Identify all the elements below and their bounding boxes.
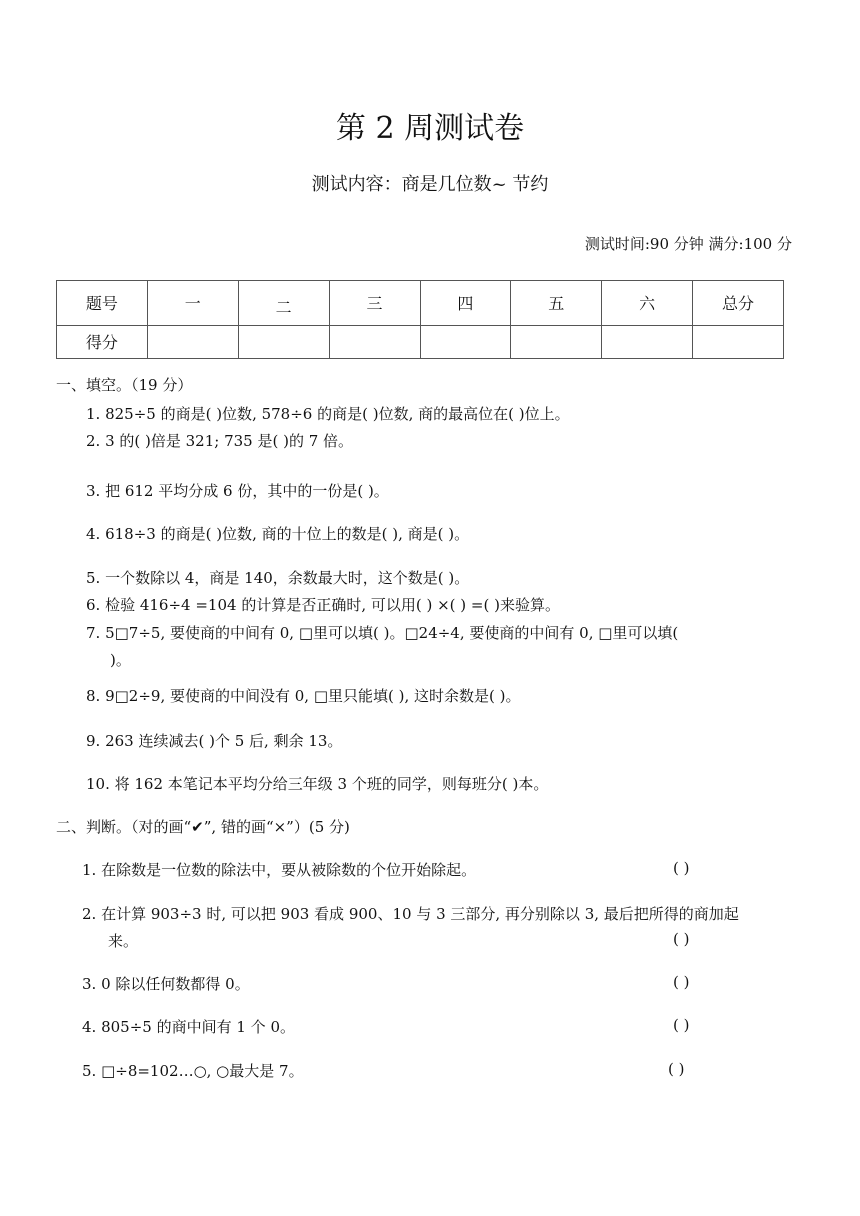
score-cell[interactable] xyxy=(329,325,420,358)
score-table-score-row xyxy=(57,325,784,358)
question-fill-6: 6. 检验 416÷4 =104 的计算是否正确时, 可以用( ) ×( ) =( )来验算。 xyxy=(86,596,560,614)
test-meta: 测试时间:90 分钟 满分:100 分 xyxy=(584,235,792,253)
question-fill-1: 1. 825÷5 的商是( )位数, 578÷6 的商是( )位数, 商的最高位在( )位上。 xyxy=(86,405,570,423)
question-judge-2-continued: 来。 xyxy=(108,932,139,950)
score-cell: 六 xyxy=(602,281,693,326)
question-fill-10: 10. 将 162 本笔记本平均分给三年级 3 个班的同学，则每班分( )本。 xyxy=(86,775,549,793)
question-fill-8: 8. 9□2÷9, 要使商的中间没有 0, □里只能填( ), 这时余数是( )。 xyxy=(86,687,521,705)
section-heading-judge: 二、判断。（对的画“✔”, 错的画“×”）(5 分) xyxy=(56,818,350,836)
score-cell: 总分 xyxy=(693,281,784,326)
question-fill-2: 2. 3 的( )倍是 321; 735 是( )的 7 倍。 xyxy=(86,432,354,450)
page-title: 第 2 周测试卷 xyxy=(335,111,525,146)
page-subtitle: 测试内容：商是几位数~ 节约 xyxy=(311,174,549,195)
score-cell: 三 xyxy=(329,281,420,326)
question-judge-4: 4. 805÷5 的商中间有 1 个 0。 xyxy=(82,1018,295,1036)
answer-paren-5[interactable]: ( ) xyxy=(668,1060,685,1078)
answer-paren-3[interactable]: ( ) xyxy=(673,973,690,991)
question-judge-5: 5. □÷8=102…○, ○最大是 7。 xyxy=(82,1062,304,1080)
question-fill-7: 7. 5□7÷5, 要使商的中间有 0, □里可以填( )。□24÷4, 要使商的中间有 0, □里可以填( xyxy=(86,624,679,642)
score-table xyxy=(56,280,784,359)
score-cell[interactable] xyxy=(147,325,238,358)
score-cell[interactable] xyxy=(693,325,784,358)
score-cell: 得分 xyxy=(57,325,148,358)
score-cell: 四 xyxy=(420,281,511,326)
score-cell[interactable] xyxy=(511,325,602,358)
answer-paren-2[interactable]: ( ) xyxy=(673,930,690,948)
question-judge-2: 2. 在计算 903÷3 时, 可以把 903 看成 900、10 与 3 三部分, 再分别除以 3, 最后把所得的商加起 xyxy=(82,905,739,923)
score-cell: 一 xyxy=(147,281,238,326)
score-cell[interactable] xyxy=(420,325,511,358)
question-fill-4: 4. 618÷3 的商是( )位数, 商的十位上的数是( ), 商是( )。 xyxy=(86,525,470,543)
question-judge-3: 3. 0 除以任何数都得 0。 xyxy=(82,975,250,993)
answer-paren-1[interactable]: ( ) xyxy=(673,859,690,877)
score-cell: 题号 xyxy=(57,281,148,326)
question-fill-3: 3. 把 612 平均分成 6 份，其中的一份是( )。 xyxy=(86,482,389,500)
answer-paren-4[interactable]: ( ) xyxy=(673,1016,690,1034)
score-table-header-row xyxy=(57,281,784,326)
score-cell: 五 xyxy=(511,281,602,326)
question-fill-5: 5. 一个数除以 4，商是 140，余数最大时，这个数是( )。 xyxy=(86,569,470,587)
question-fill-7-continued: )。 xyxy=(110,651,131,669)
section-heading-fill-blank: 一、填空。（19 分） xyxy=(56,376,193,394)
question-fill-9: 9. 263 连续减去( )个 5 后, 剩余 13。 xyxy=(86,732,343,750)
question-judge-1: 1. 在除数是一位数的除法中，要从被除数的个位开始除起。 xyxy=(82,861,477,879)
score-cell[interactable] xyxy=(602,325,693,358)
score-cell: 二 xyxy=(238,281,329,326)
score-cell[interactable] xyxy=(238,325,329,358)
